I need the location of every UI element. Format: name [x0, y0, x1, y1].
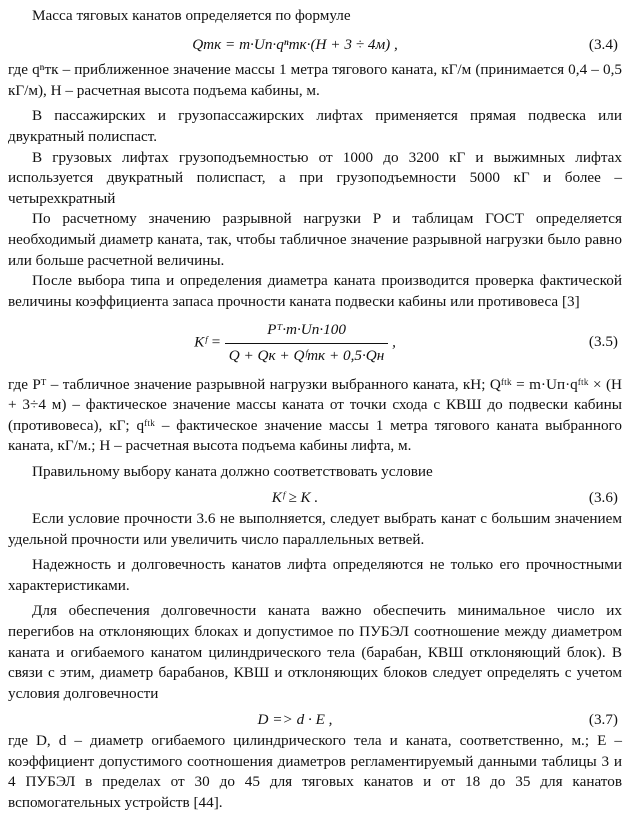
equation-3-6-formula: Kᶠ ≥ K .: [271, 489, 319, 507]
paragraph-breaking-load: По расчетному значению разрывной нагрузки P и таблицам ГОСТ определяется необходимый диаметр каната, так, чтобы табличное значение разрывной нагрузки было равно или больше расчетной величины.: [8, 210, 622, 269]
paragraph-passenger-lifts: В пассажирских и грузопассажирских лифтах применяется прямая подвеска или двукратный полиспаст.: [8, 107, 622, 145]
paragraph-formula-intro: Масса тяговых канатов определяется по формуле: [32, 7, 351, 24]
equation-3-4-number: (3.4): [588, 35, 618, 53]
paragraph-selection-condition: Правильному выбору каната должно соответствовать условие: [32, 462, 433, 480]
paragraph-durability: Для обеспечения долговечности каната важно обеспечить минимальное число их перегибов на отклоняющих блоках и допустимое по ПУБЭЛ соотношение между диаметром каната и огибаемого канатом цилиндрического тела (барабан, КВШ отклоняющий блок). В связи с этим, диаметр барабанов, КВШ и отклоняющих блоков следует определять с учетом условия долговечности: [8, 602, 622, 702]
equation-3-7: [8, 710, 622, 731]
equation-3-5: [8, 320, 622, 366]
paragraph-eq37-explanation: где D, d – диаметр огибаемого цилиндрического тела и каната, соответственно, м.; E – коэффициент допустимого соотношения диаметров регламентируемый данными таблицы 3 и 4 ПУБЭЛ в пределах от 30 до 45 для тяговых канатов и от 18 до 35 для канатов вспомогательных устройств [44].: [8, 732, 622, 811]
equation-3-7-formula: D => d · E ,: [257, 711, 333, 729]
equation-3-4: [8, 35, 622, 56]
equation-3-5-numerator: Pᵀ·m·Uп·100: [225, 320, 389, 344]
paragraph-reliability: Надежность и долговечность канатов лифта определяются не только его прочностными характеристиками.: [8, 556, 622, 594]
paragraph-freight-lifts: В грузовых лифтах грузоподъемностью от 1000 до 3200 кГ и выжимных лифтах используется двукратный полиспаст, а при грузоподъемности 5000 кГ и более – четырехкратный: [8, 148, 622, 207]
equation-3-5-lhs: Kᶠ =: [194, 333, 221, 351]
equation-3-6: [8, 488, 622, 509]
equation-3-5-fraction: [225, 320, 389, 366]
paragraph-safety-factor: После выбора типа и определения диаметра каната производится проверка фактической величины коэффициента запаса прочности каната подвески кабины или противовеса [3]: [8, 272, 622, 310]
equation-3-7-number: (3.7): [588, 711, 618, 729]
equation-3-6-number: (3.6): [588, 489, 618, 507]
equation-3-5-number: (3.5): [588, 333, 618, 351]
equation-3-5-denominator: Q + Qк + Qᶠтк + 0,5·Qн: [228, 346, 385, 364]
paragraph-eq35-explanation: где Pᵀ – табличное значение разрывной нагрузки выбранного каната, кН; Qᶠᵗᵏ = m·Uп·qᶠᵗᵏ × (H + 3÷4 м) – фактическое значение массы каната от точки схода с КВШ до подвески кабины (противовеса), кГ; qᶠᵗᵏ – фактическое значение массы 1 метра тягового каната выбранного каната, кГ/м.; H – расчетная высота подъема кабины лифта, м.: [8, 375, 622, 455]
equation-3-4-formula: Qтк = m·Uп·qⁿтк·(H + 3 ÷ 4м) ,: [192, 35, 398, 53]
paragraph-eq34-explanation: где qⁿтк – приближенное значение массы 1 метра тягового каната, кГ/м (принимается 0,4 – 0,5 кГ/м), H – расчетная высота подъема кабины, м.: [8, 61, 622, 99]
paragraph-strength-condition: Если условие прочности 3.6 не выполняется, следует выбрать канат с большим значением удельной прочности или увеличить число параллельных ветвей.: [8, 510, 622, 548]
equation-3-5-tail: ,: [392, 333, 396, 351]
